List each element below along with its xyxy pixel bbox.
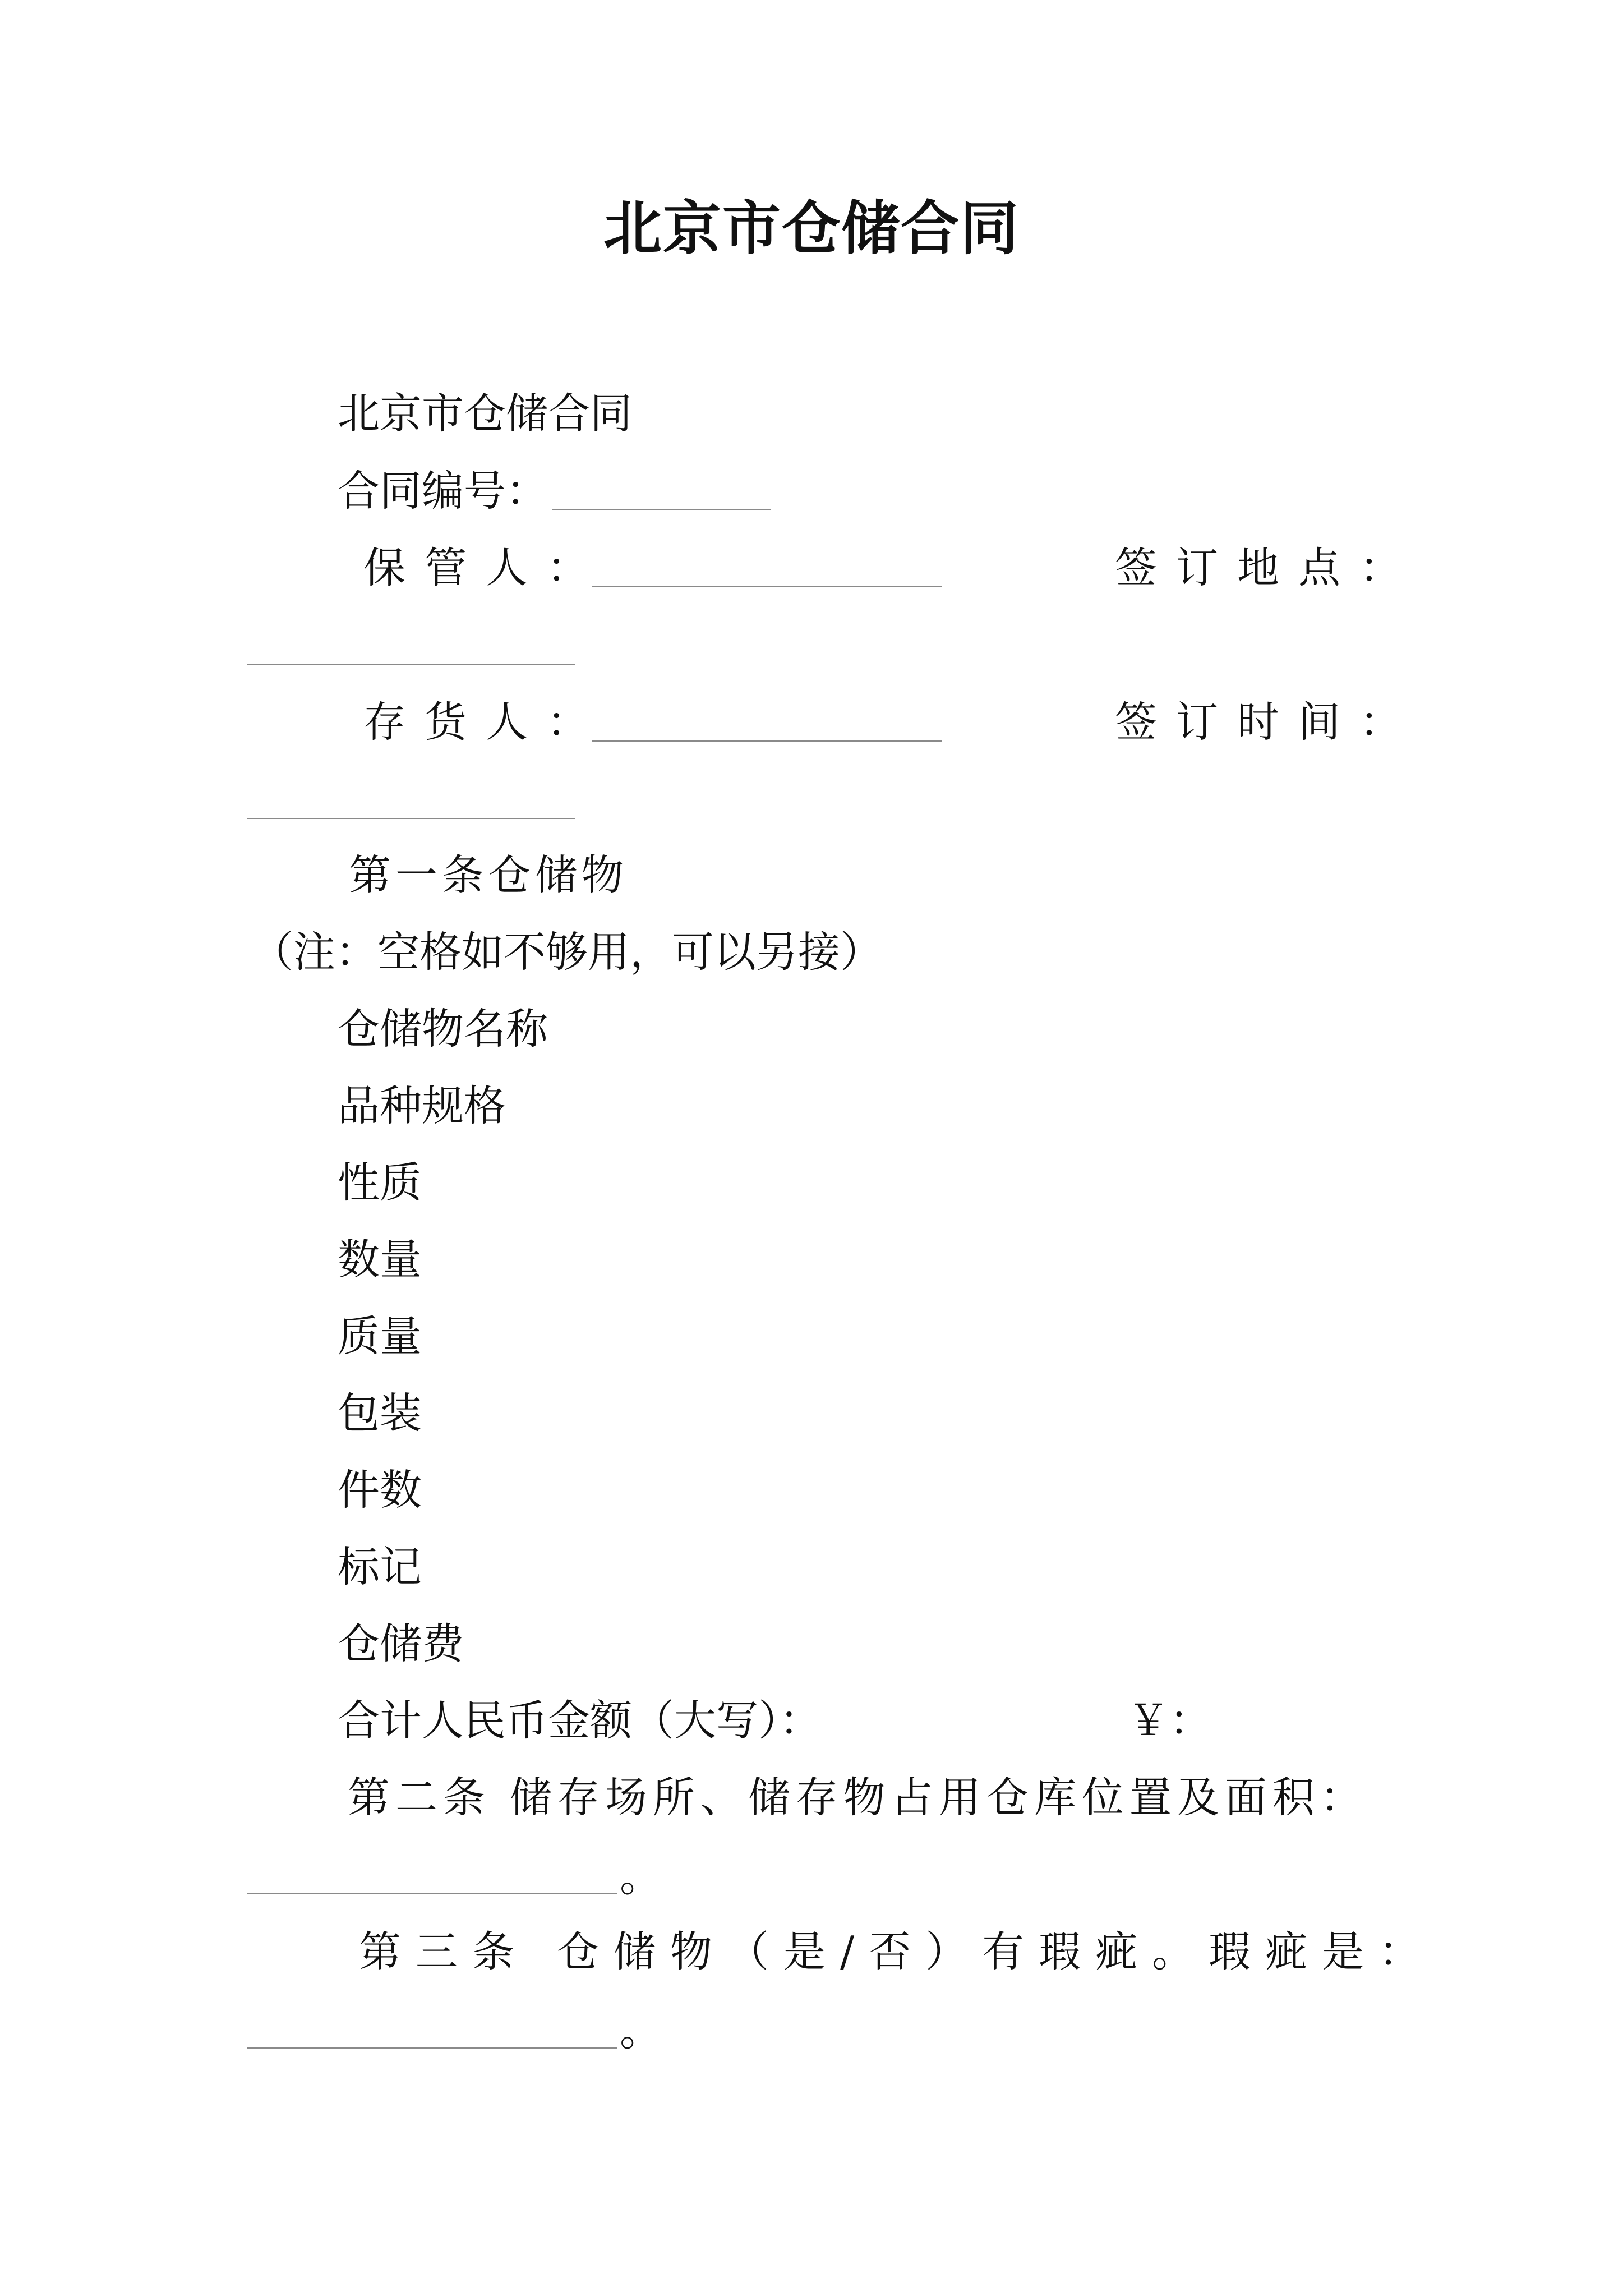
contract-subtitle: 北京市仓储合同	[338, 389, 633, 438]
custodian-blank	[592, 586, 942, 587]
depositor-blank	[592, 740, 942, 742]
item-quality: 质量	[338, 1312, 422, 1361]
signing-time-blank	[247, 818, 575, 819]
signing-time-label: 签订时间：	[1115, 697, 1421, 747]
item-pieces: 件数	[338, 1465, 422, 1515]
contract-number-label: 合同编号：	[338, 466, 548, 516]
contract-number-blank	[552, 509, 771, 510]
signing-place-label: 签订地点：	[1115, 543, 1421, 592]
item-marks: 标记	[338, 1542, 422, 1591]
item-nature: 性质	[338, 1158, 422, 1207]
document-title: 北京市仓储合同	[603, 194, 1020, 263]
item-name: 仓储物名称	[338, 1004, 548, 1053]
note-text: （注：空格如不够用，可以另接）	[251, 927, 883, 977]
yen-label: ￥：	[1127, 1696, 1212, 1745]
custodian-label: 保管人：	[363, 543, 608, 592]
article2-period: 。	[620, 1852, 662, 1901]
article2-text: 第二条 储存场所、储存物占用仓库位置及面积：	[348, 1773, 1368, 1822]
article1-heading: 第一条仓储物	[349, 850, 629, 900]
article3-text: 第三条 仓储物（是/否）有瑕疵。瑕疵是：	[359, 1927, 1436, 1976]
total-amount-label: 合计人民币金额（大写）：	[338, 1696, 822, 1745]
item-quantity: 数量	[338, 1235, 422, 1284]
item-storage-fee: 仓储费	[338, 1619, 464, 1668]
article3-blank	[247, 2047, 617, 2049]
article3-period: 。	[620, 2006, 662, 2055]
item-spec: 品种规格	[338, 1081, 506, 1130]
signing-place-blank	[247, 664, 575, 665]
item-packaging: 包装	[338, 1388, 422, 1438]
article2-blank	[247, 1893, 617, 1894]
depositor-label: 存货人：	[363, 697, 608, 747]
